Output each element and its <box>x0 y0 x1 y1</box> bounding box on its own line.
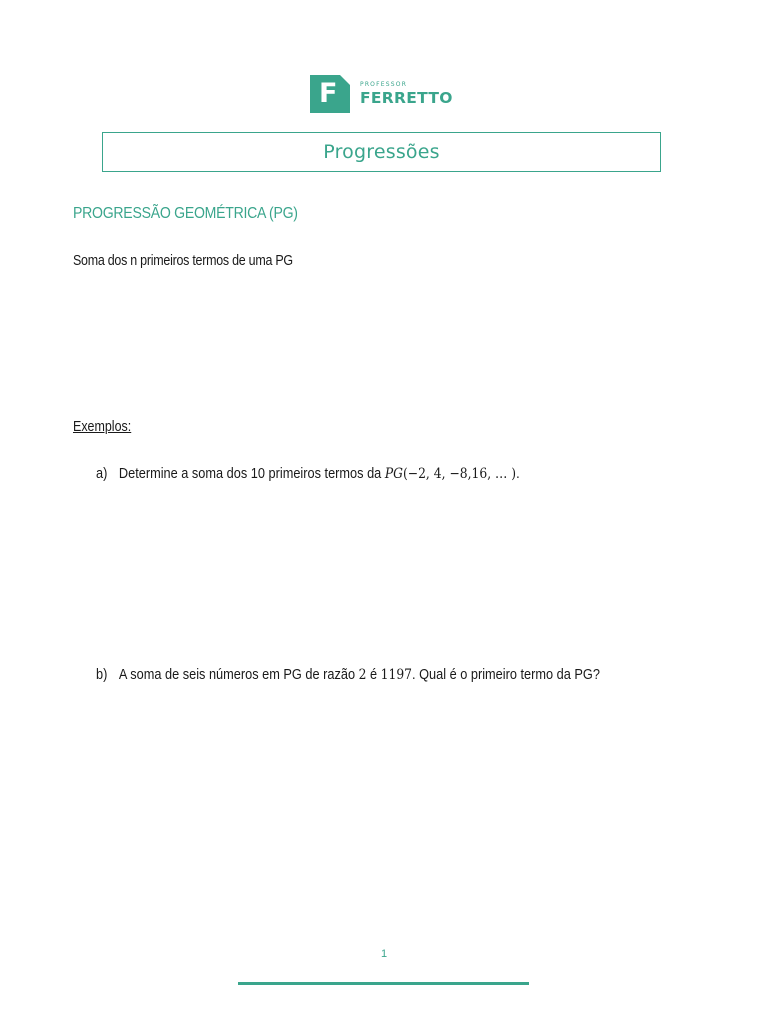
item-marker: b) <box>96 667 108 683</box>
math-ratio: 2 <box>358 667 367 683</box>
logo-wordmark <box>360 81 453 107</box>
item-punctuation: . <box>516 466 520 482</box>
logo-subtitle: PROFESSOR <box>360 81 408 88</box>
section-subtitle: Soma dos n primeiros termos de uma PG <box>73 253 293 269</box>
math-expression <box>385 466 516 482</box>
brand-logo <box>310 75 453 113</box>
logo-f-icon: F <box>310 75 350 113</box>
page-number: 1 <box>380 948 388 960</box>
logo-name: FERRETTO <box>360 89 453 107</box>
math-sequence: (−2, 4, −8,16, … ) <box>402 466 517 482</box>
math-variable: PG <box>384 466 403 482</box>
item-text: A soma de seis números em PG de razão <box>118 667 359 683</box>
item-text: . Qual é o primeiro termo da PG? <box>412 667 600 683</box>
example-item-b <box>96 667 600 683</box>
examples-label: Exemplos: <box>73 419 132 435</box>
footer-divider <box>238 982 529 985</box>
document-title-box <box>102 132 661 172</box>
item-marker: a) <box>96 466 108 482</box>
item-text: Determine a soma dos 10 primeiros termos da <box>118 466 385 482</box>
math-sum: 1197 <box>380 667 413 683</box>
item-text: é <box>366 667 381 683</box>
document-title: Progressões <box>323 141 440 163</box>
example-item-a <box>96 466 520 482</box>
section-heading: PROGRESSÃO GEOMÉTRICA (PG) <box>73 205 298 222</box>
